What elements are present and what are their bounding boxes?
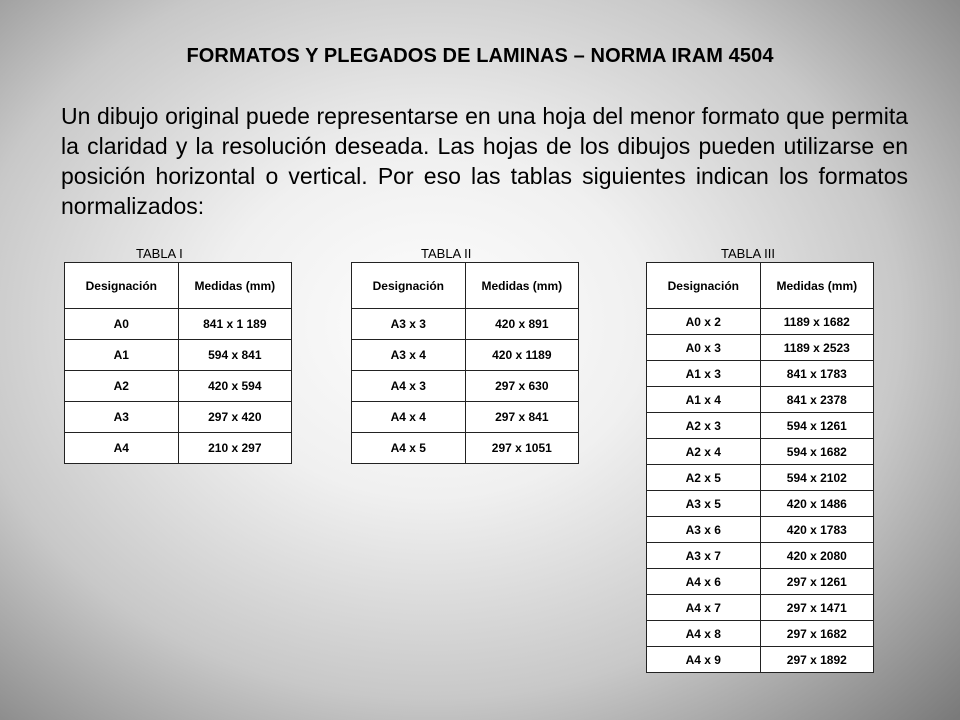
cell-medidas: 594 x 1682 xyxy=(760,439,873,465)
header-designacion: Designación xyxy=(65,263,179,309)
cell-medidas: 420 x 594 xyxy=(178,371,291,402)
header-designacion: Designación xyxy=(352,263,466,309)
table-row xyxy=(65,433,292,464)
table-row xyxy=(647,465,874,491)
header-medidas: Medidas (mm) xyxy=(760,263,873,309)
cell-designacion: A3 x 3 xyxy=(352,309,466,340)
table-row xyxy=(352,309,579,340)
cell-designacion: A3 x 6 xyxy=(647,517,761,543)
table-row xyxy=(647,335,874,361)
table-header-row xyxy=(65,263,292,309)
cell-designacion: A4 x 9 xyxy=(647,647,761,673)
table-2 xyxy=(351,262,579,464)
cell-designacion: A2 x 5 xyxy=(647,465,761,491)
cell-medidas: 420 x 1189 xyxy=(465,340,578,371)
cell-designacion: A0 x 3 xyxy=(647,335,761,361)
cell-designacion: A3 x 5 xyxy=(647,491,761,517)
cell-medidas: 297 x 1051 xyxy=(465,433,578,464)
table-row xyxy=(647,647,874,673)
table-row xyxy=(647,309,874,335)
table-row xyxy=(647,387,874,413)
cell-designacion: A1 xyxy=(65,340,179,371)
table-row xyxy=(647,569,874,595)
cell-medidas: 297 x 420 xyxy=(178,402,291,433)
cell-medidas: 297 x 1261 xyxy=(760,569,873,595)
cell-medidas: 594 x 841 xyxy=(178,340,291,371)
table-row xyxy=(647,595,874,621)
cell-designacion: A1 x 4 xyxy=(647,387,761,413)
cell-designacion: A4 xyxy=(65,433,179,464)
cell-medidas: 297 x 1892 xyxy=(760,647,873,673)
table-row xyxy=(647,517,874,543)
table-row xyxy=(352,402,579,433)
table-row xyxy=(352,340,579,371)
table-header-row xyxy=(352,263,579,309)
cell-medidas: 297 x 630 xyxy=(465,371,578,402)
header-designacion: Designación xyxy=(647,263,761,309)
cell-designacion: A2 x 3 xyxy=(647,413,761,439)
cell-designacion: A0 xyxy=(65,309,179,340)
cell-medidas: 420 x 1486 xyxy=(760,491,873,517)
table-1 xyxy=(64,262,292,464)
cell-designacion: A4 x 3 xyxy=(352,371,466,402)
table-row xyxy=(647,413,874,439)
cell-designacion: A4 x 7 xyxy=(647,595,761,621)
cell-designacion: A2 x 4 xyxy=(647,439,761,465)
cell-medidas: 297 x 841 xyxy=(465,402,578,433)
table-header-row xyxy=(647,263,874,309)
cell-designacion: A2 xyxy=(65,371,179,402)
cell-medidas: 297 x 1682 xyxy=(760,621,873,647)
cell-medidas: 841 x 1 189 xyxy=(178,309,291,340)
table-row xyxy=(647,621,874,647)
page-title: FORMATOS Y PLEGADOS DE LAMINAS – NORMA IRAM 4504 xyxy=(186,45,774,67)
cell-medidas: 420 x 1783 xyxy=(760,517,873,543)
intro-paragraph: Un dibujo original puede representarse en una hoja del menor formato que permita la claridad y la resolución deseada. Las hojas de los dibujos pueden utilizarse en posición horizontal o vertical. Por eso las tablas siguientes indican los formatos normalizados: xyxy=(61,103,908,219)
cell-designacion: A3 x 4 xyxy=(352,340,466,371)
table-2-label: TABLA II xyxy=(421,246,472,261)
table-row xyxy=(65,309,292,340)
cell-designacion: A4 x 8 xyxy=(647,621,761,647)
table-3 xyxy=(646,262,874,673)
table-row xyxy=(647,439,874,465)
cell-medidas: 841 x 2378 xyxy=(760,387,873,413)
table-row xyxy=(65,340,292,371)
cell-designacion: A3 x 7 xyxy=(647,543,761,569)
table-row xyxy=(352,433,579,464)
cell-designacion: A3 xyxy=(65,402,179,433)
table-row xyxy=(65,402,292,433)
header-medidas: Medidas (mm) xyxy=(465,263,578,309)
cell-medidas: 420 x 2080 xyxy=(760,543,873,569)
table-3-label: TABLA III xyxy=(721,246,775,261)
table-row xyxy=(352,371,579,402)
table-row xyxy=(647,491,874,517)
cell-medidas: 594 x 1261 xyxy=(760,413,873,439)
cell-medidas: 297 x 1471 xyxy=(760,595,873,621)
table-row xyxy=(65,371,292,402)
cell-designacion: A4 x 5 xyxy=(352,433,466,464)
cell-designacion: A0 x 2 xyxy=(647,309,761,335)
table-1-label: TABLA I xyxy=(136,246,183,261)
cell-designacion: A4 x 4 xyxy=(352,402,466,433)
cell-designacion: A4 x 6 xyxy=(647,569,761,595)
cell-designacion: A1 x 3 xyxy=(647,361,761,387)
cell-medidas: 841 x 1783 xyxy=(760,361,873,387)
table-row xyxy=(647,543,874,569)
cell-medidas: 420 x 891 xyxy=(465,309,578,340)
cell-medidas: 1189 x 1682 xyxy=(760,309,873,335)
cell-medidas: 210 x 297 xyxy=(178,433,291,464)
cell-medidas: 594 x 2102 xyxy=(760,465,873,491)
header-medidas: Medidas (mm) xyxy=(178,263,291,309)
table-row xyxy=(647,361,874,387)
cell-medidas: 1189 x 2523 xyxy=(760,335,873,361)
